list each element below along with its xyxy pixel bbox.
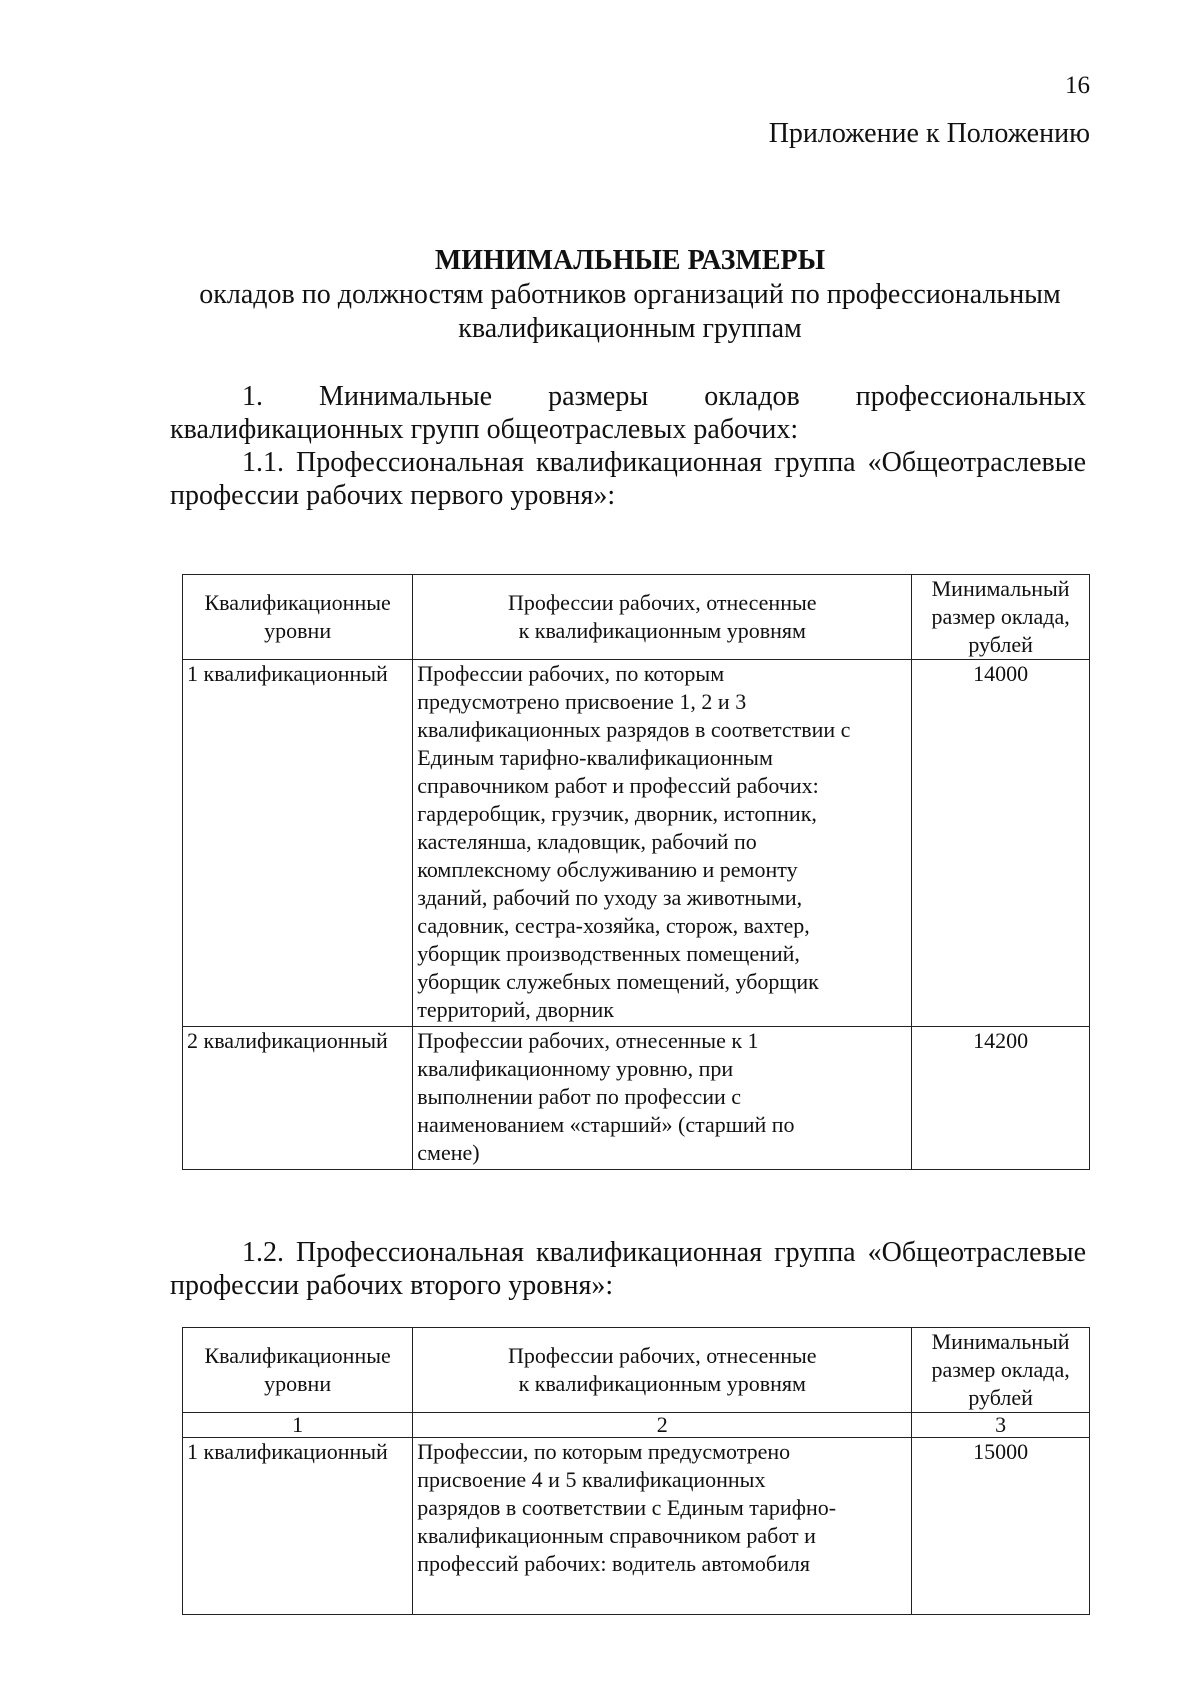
table-group-1	[182, 574, 1090, 1170]
document-title	[170, 244, 1090, 346]
profession-line: гардеробщик, грузчик, дворник, истопник,	[417, 801, 817, 826]
header-salary-line2: размер оклада,	[931, 604, 1070, 629]
header-salary	[912, 575, 1090, 660]
title-main: МИНИМАЛЬНЫЕ РАЗМЕРЫ	[434, 245, 826, 276]
profession-line: квалификационному уровню, при	[417, 1056, 734, 1081]
header-salary-line3: рублей	[968, 1385, 1033, 1410]
header-professions-line1: Профессии рабочих, отнесенные	[507, 590, 817, 615]
header-professions-line2: к квалификационным уровням	[518, 1371, 806, 1396]
header-salary-line1: Минимальный	[931, 576, 1070, 601]
table-header-row	[183, 1328, 1090, 1413]
header-levels-line2: уровни	[264, 618, 332, 643]
section-1-2-paragraph	[170, 1236, 1086, 1302]
profession-line: кастелянша, кладовщик, рабочий по	[417, 829, 757, 854]
column-number: 3	[912, 1413, 1090, 1438]
table-group-2	[182, 1327, 1090, 1615]
header-salary	[912, 1328, 1090, 1413]
header-levels	[183, 1328, 413, 1413]
profession-line: зданий, рабочий по уходу за животными,	[417, 885, 803, 910]
header-levels	[183, 575, 413, 660]
professions-cell	[413, 1438, 912, 1615]
profession-line: присвоение 4 и 5 квалификационных	[417, 1467, 766, 1492]
professions-cell	[413, 1027, 912, 1170]
table-row	[183, 1027, 1090, 1170]
header-professions-line2: к квалификационным уровням	[518, 618, 806, 643]
table-row	[183, 660, 1090, 1027]
profession-line: наименованием «старший» (старший по	[417, 1112, 795, 1137]
profession-line: Единым тарифно-квалификационным	[417, 745, 773, 770]
salary-cell: 14200	[912, 1027, 1090, 1170]
profession-line: квалификационным справочником работ и	[417, 1523, 816, 1548]
table-row	[183, 1438, 1090, 1615]
level-cell: 2 квалификационный	[183, 1027, 413, 1170]
header-professions	[413, 1328, 912, 1413]
header-levels-line2: уровни	[264, 1371, 332, 1396]
header-professions	[413, 575, 912, 660]
header-levels-line1: Квалификационные	[204, 590, 391, 615]
title-sub-line2: квалификационным группам	[458, 313, 802, 344]
header-salary-line2: размер оклада,	[931, 1357, 1070, 1382]
profession-line: комплексному обслуживанию и ремонту	[417, 857, 798, 882]
header-salary-line3: рублей	[968, 632, 1033, 657]
section-1-paragraph	[170, 380, 1086, 446]
column-number-row	[183, 1413, 1090, 1438]
level-cell: 1 квалификационный	[183, 1438, 413, 1615]
level-cell: 1 квалификационный	[183, 660, 413, 1027]
profession-line: выполнении работ по профессии с	[417, 1084, 742, 1109]
profession-line: квалификационных разрядов в соответствии с	[417, 717, 851, 742]
profession-line: Профессии, по которым предусмотрено	[417, 1439, 791, 1464]
section-1-2-line1: 1.2. Профессиональная квалификационная группа «Общеотраслевые	[242, 1237, 1086, 1268]
profession-line: уборщик производственных помещений,	[417, 941, 800, 966]
section-1-1-line1: 1.1. Профессиональная квалификационная группа «Общеотраслевые	[242, 447, 1086, 478]
salary-cell: 14000	[912, 660, 1090, 1027]
profession-line: предусмотрено присвоение 1, 2 и 3	[417, 689, 747, 714]
header-salary-line1: Минимальный	[931, 1329, 1070, 1354]
section-1-2-line2: профессии рабочих второго уровня»:	[170, 1270, 614, 1301]
profession-line: территорий, дворник	[417, 997, 614, 1022]
profession-line: Профессии рабочих, отнесенные к 1	[417, 1028, 759, 1053]
profession-line: справочником работ и профессий рабочих:	[417, 773, 819, 798]
professions-cell	[413, 660, 912, 1027]
page-number: 16	[1065, 72, 1090, 99]
profession-line: уборщик служебных помещений, уборщик	[417, 969, 819, 994]
profession-line: смене)	[417, 1140, 480, 1165]
title-sub-line1: окладов по должностям работников организаций по профессиональным	[199, 279, 1061, 310]
column-number: 1	[183, 1413, 413, 1438]
profession-line: Профессии рабочих, по которым	[417, 661, 725, 686]
header-professions-line1: Профессии рабочих, отнесенные	[507, 1343, 817, 1368]
section-1-1-line2: профессии рабочих первого уровня»:	[170, 480, 616, 511]
profession-line: садовник, сестра-хозяйка, сторож, вахтер,	[417, 913, 810, 938]
profession-line: разрядов в соответствии с Единым тарифно-	[417, 1495, 837, 1520]
section-1-1-paragraph	[170, 446, 1086, 512]
section-1-line1: 1. Минимальные размеры окладов профессиональных	[242, 381, 1086, 412]
section-1-line2: квалификационных групп общеотраслевых рабочих:	[170, 414, 799, 445]
column-number: 2	[413, 1413, 912, 1438]
profession-line: профессий рабочих: водитель автомобиля	[417, 1551, 810, 1576]
salary-cell: 15000	[912, 1438, 1090, 1615]
appendix-label: Приложение к Положению	[768, 118, 1090, 149]
header-levels-line1: Квалификационные	[204, 1343, 391, 1368]
table-header-row	[183, 575, 1090, 660]
